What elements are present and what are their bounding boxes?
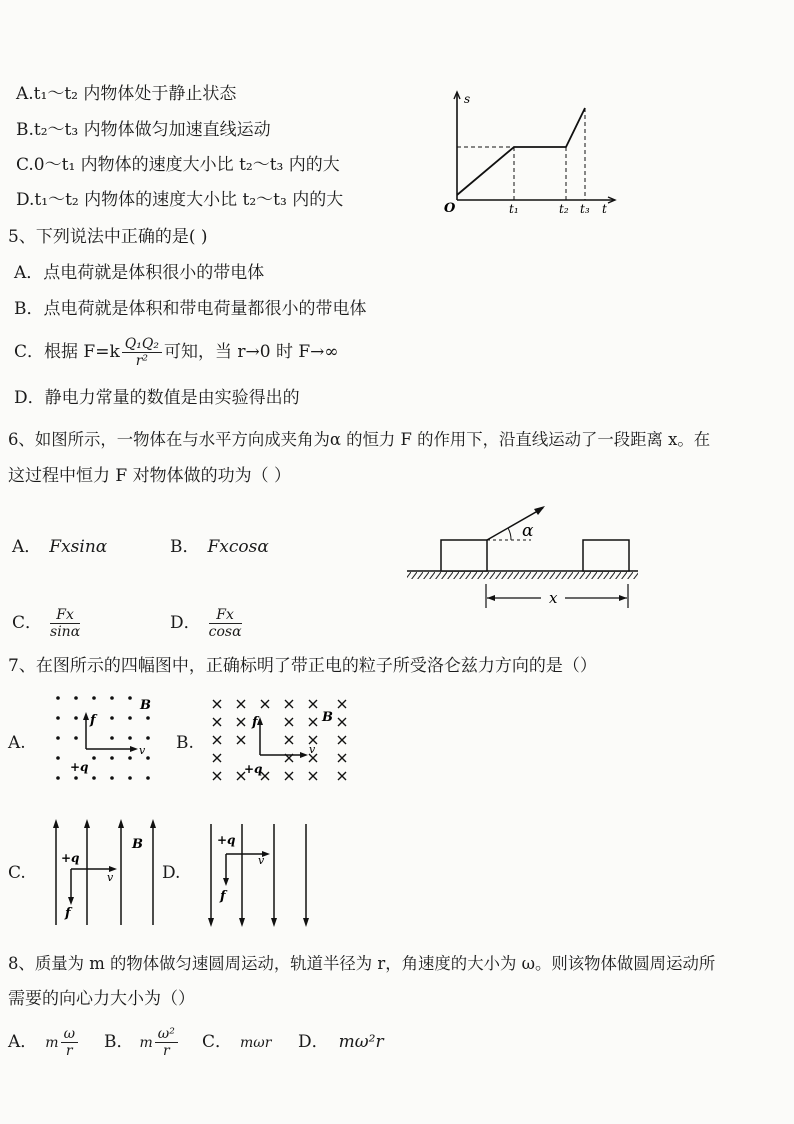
q6-option-b-label: B．: [170, 537, 200, 557]
q8-option-d-expr: mω²r: [338, 1032, 384, 1052]
q5-option-c-pre: C．根据 F=k: [14, 342, 120, 362]
force-label: f: [252, 715, 258, 730]
q8-option-d: [298, 1032, 384, 1052]
q6-option-c-label: C．: [12, 613, 43, 633]
q7-figure-c: [45, 815, 165, 930]
q6-option-d-den: cosα: [208, 624, 242, 640]
velocity-label: v: [258, 854, 265, 867]
q6-option-b-expr: Fxcosα: [207, 537, 269, 557]
q8-option-d-label: D．: [298, 1032, 329, 1052]
distance-arrow-left: [487, 595, 495, 601]
angle-label: α: [522, 521, 534, 541]
q8-option-b-label: B．: [104, 1032, 134, 1052]
velocity-arrow-head: [300, 752, 308, 758]
q7-figure-b: [208, 693, 358, 793]
charge-label: +q: [70, 760, 89, 774]
force-arrow-down-head: [223, 878, 229, 886]
q5-option-a: A．点电荷就是体积很小的带电体: [14, 263, 265, 283]
q8-option-a: [8, 1022, 80, 1063]
q6-option-b: [170, 537, 269, 557]
q8-option-c-expr: mωr: [240, 1035, 272, 1051]
field-label: B: [140, 698, 151, 713]
q6-option-a-expr: Fxsinα: [49, 537, 108, 557]
force-label: f: [90, 713, 96, 728]
q8-option-a-num: ω: [61, 1026, 78, 1043]
force-arrow-head: [534, 506, 545, 515]
velocity-label: v: [139, 744, 146, 757]
q8-option-b-fraction: [155, 1026, 178, 1059]
field-arrowheads-down: [208, 918, 309, 927]
graph-curve: [457, 108, 585, 195]
q8-stem-line2: 需要的向心力大小为（）: [8, 989, 195, 1009]
q6-option-c-fraction: [50, 607, 80, 640]
q8-option-b-m: m: [139, 1035, 153, 1051]
q5-option-c: [14, 336, 339, 369]
q6-force-figure: [405, 500, 640, 615]
charge-label: +q: [244, 762, 263, 776]
velocity-arrow-head: [130, 746, 138, 752]
q6-option-d-num: Fx: [209, 607, 242, 624]
force-arrow-line: [487, 508, 543, 540]
q6-option-d-label: D．: [170, 613, 201, 633]
q6-stem-line2: 这过程中恒力 F 对物体做的功为（ ）: [8, 466, 292, 486]
q4-st-graph: [440, 88, 620, 218]
graph-x-label: t: [602, 202, 607, 216]
q7-label-c: C.: [8, 863, 26, 883]
velocity-label: v: [309, 743, 316, 756]
q6-option-c: [12, 600, 82, 646]
q8-option-a-m: m: [45, 1035, 59, 1051]
graph-t3-label: t₃: [580, 202, 590, 216]
velocity-label: v: [107, 871, 114, 884]
q5-fraction-den: r²: [135, 353, 149, 369]
q8-option-b-den: r: [162, 1043, 170, 1059]
field-label: B: [132, 837, 143, 852]
force-arrow-up-head: [257, 717, 263, 725]
field-arrowheads-up: [53, 819, 156, 828]
q8-option-b-num: ω²: [155, 1026, 178, 1043]
q4-option-d: D.t₁～t₂ 内物体的速度大小比 t₂～t₃ 内的大: [16, 190, 344, 210]
graph-t2-label: t₂: [559, 202, 569, 216]
angle-arc: [508, 528, 511, 540]
q8-stem-line1: 8、质量为 m 的物体做匀速圆周运动，轨道半径为 r，角速度的大小为 ω。则该物体做圆周运动所: [8, 954, 716, 973]
block-start: [441, 540, 487, 571]
q8-option-c-label: C．: [202, 1032, 233, 1052]
q7-figure-d: [200, 820, 320, 935]
q6-option-a-label: A．: [12, 537, 42, 557]
q5-coulomb-fraction: [122, 336, 162, 369]
graph-t1-label: t₁: [509, 202, 519, 216]
charge-label: +q: [217, 833, 236, 847]
force-label: f: [65, 906, 71, 921]
q4-option-c: C.0～t₁ 内物体的速度大小比 t₂～t₃ 内的大: [16, 155, 340, 175]
q5-stem: 5、下列说法中正确的是( ): [8, 227, 208, 247]
q8-option-b: [104, 1022, 180, 1063]
q7-stem: 7、在图所示的四幅图中，正确标明了带正电的粒子所受洛仑兹力方向的是（）: [8, 656, 597, 676]
q6-option-c-den: sinα: [50, 624, 81, 640]
q7-label-d: D.: [162, 863, 181, 883]
q7-figure-a: [40, 690, 170, 790]
q6-option-d-fraction: [209, 607, 242, 640]
graph-origin-label: O: [444, 201, 456, 216]
force-label: f: [220, 889, 226, 904]
q8-option-a-fraction: [61, 1026, 78, 1059]
force-arrow-up-head: [83, 712, 89, 720]
q4-option-b: B.t₂～t₃ 内物体做匀加速直线运动: [16, 120, 271, 140]
block-end: [583, 540, 629, 571]
q5-option-c-post: 可知，当 r→0 时 F→∞: [163, 342, 339, 362]
distance-arrow-right: [619, 595, 627, 601]
ground-hatch: [407, 572, 638, 579]
q6-option-c-num: Fx: [50, 607, 80, 624]
q6-option-a: [12, 537, 107, 557]
q4-option-a: A.t₁～t₂ 内物体处于静止状态: [16, 84, 237, 104]
q5-option-b: B．点电荷就是体积和带电荷量都很小的带电体: [14, 299, 367, 319]
q6-stem-line1: 6、如图所示，一物体在与水平方向成夹角为α 的恒力 F 的作用下，沿直线运动了一段距离 x。在: [8, 430, 711, 449]
q5-fraction-num: Q₁Q₂: [122, 336, 162, 353]
force-arrow-down-head: [68, 897, 74, 905]
graph-y-label: s: [464, 92, 471, 106]
charge-label: +q: [61, 851, 80, 865]
q8-option-c: [202, 1032, 271, 1053]
q8-option-a-den: r: [65, 1043, 73, 1059]
q5-option-d: D．静电力常量的数值是由实验得出的: [14, 388, 300, 408]
q7-label-b: B.: [176, 733, 194, 753]
field-label: B: [322, 710, 333, 725]
q7-label-a: A.: [8, 733, 26, 753]
distance-label: x: [549, 589, 558, 607]
q8-option-a-label: A．: [8, 1032, 38, 1052]
q6-option-d: [170, 600, 244, 646]
